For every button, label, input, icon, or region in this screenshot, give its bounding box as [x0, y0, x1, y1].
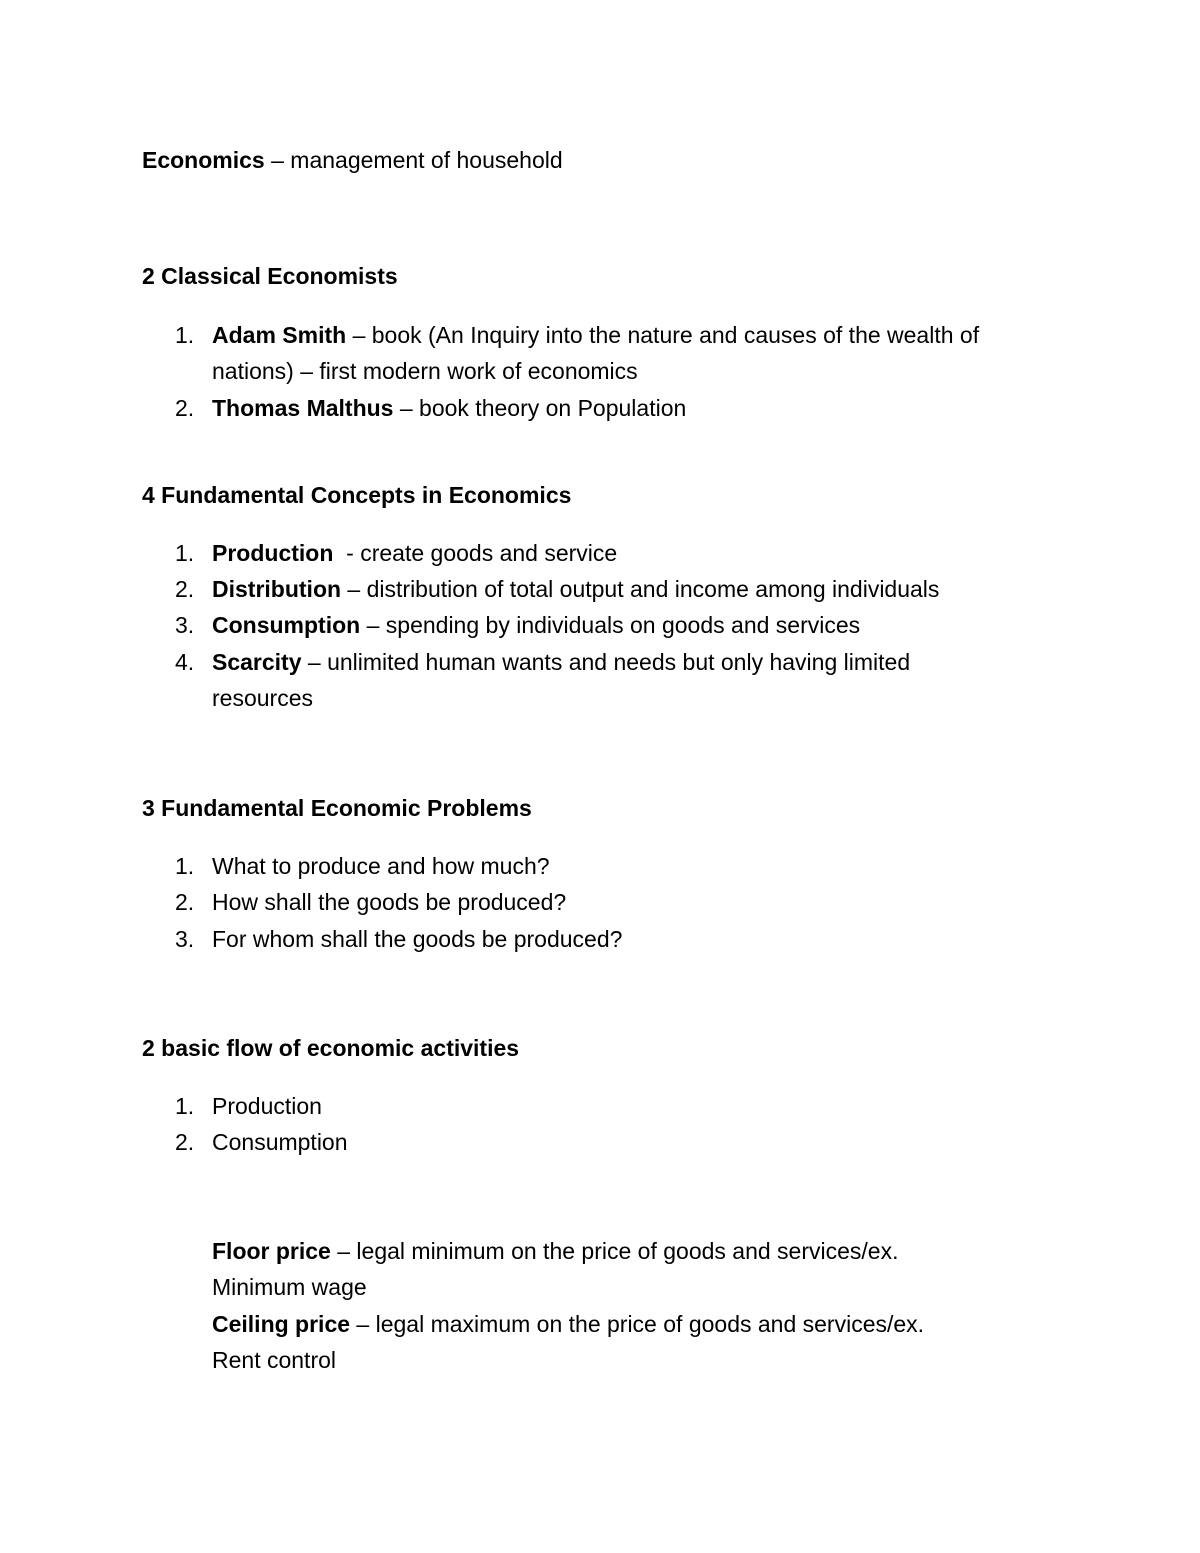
economics-definition-text: – management of household	[264, 147, 563, 173]
ceiling-price-example: Rent control	[212, 1347, 337, 1373]
list-number: 1.	[175, 853, 195, 879]
list-item: Production	[212, 1093, 322, 1119]
distribution-text: – distribution of total output and income among individuals	[341, 576, 940, 602]
fundamental-concepts-heading: 4 Fundamental Concepts in Economics	[142, 482, 572, 508]
list-item	[212, 611, 860, 639]
scarcity-term: Scarcity	[212, 649, 302, 675]
scarcity-text: – unlimited human wants and needs but only having limited	[301, 649, 911, 675]
floor-price-text: – legal minimum on the price of goods and services/ex.	[330, 1238, 899, 1264]
ceiling-price-definition	[212, 1310, 924, 1338]
list-number: 2.	[175, 889, 195, 915]
list-item	[212, 394, 686, 422]
floor-price-example: Minimum wage	[212, 1274, 367, 1300]
list-item: For whom shall the goods be produced?	[212, 926, 623, 952]
consumption-term: Consumption	[212, 612, 361, 638]
floor-price-definition	[212, 1237, 898, 1265]
thomas-malthus-text: – book theory on Population	[393, 395, 687, 421]
list-number: 2.	[175, 1129, 195, 1155]
consumption-text: – spending by individuals on goods and services	[360, 612, 861, 638]
list-item	[212, 321, 979, 349]
basic-flow-heading: 2 basic flow of economic activities	[142, 1035, 520, 1061]
list-item	[212, 648, 910, 676]
ceiling-price-term: Ceiling price	[212, 1311, 351, 1337]
production-text: - create goods and service	[333, 540, 618, 566]
economics-term: Economics	[142, 147, 265, 173]
economic-problems-heading: 3 Fundamental Economic Problems	[142, 795, 532, 821]
list-number: 2.	[175, 576, 195, 602]
list-number: 1.	[175, 1093, 195, 1119]
adam-smith-term: Adam Smith	[212, 322, 347, 348]
list-number: 4.	[175, 649, 195, 675]
adam-smith-text-continued: nations) – first modern work of economics	[212, 358, 638, 384]
list-number: 2.	[175, 395, 195, 421]
ceiling-price-text: – legal maximum on the price of goods and services/ex.	[350, 1311, 925, 1337]
list-number: 1.	[175, 322, 195, 348]
distribution-term: Distribution	[212, 576, 342, 602]
production-term: Production	[212, 540, 334, 566]
list-item	[212, 539, 617, 567]
thomas-malthus-term: Thomas Malthus	[212, 395, 394, 421]
list-number: 1.	[175, 540, 195, 566]
floor-price-term: Floor price	[212, 1238, 331, 1264]
adam-smith-text: – book (An Inquiry into the nature and causes of the wealth of	[346, 322, 980, 348]
scarcity-text-continued: resources	[212, 685, 313, 711]
list-item: How shall the goods be produced?	[212, 889, 567, 915]
list-item: Consumption	[212, 1129, 348, 1155]
list-number: 3.	[175, 612, 195, 638]
classical-economists-heading: 2 Classical Economists	[142, 263, 398, 289]
list-number: 3.	[175, 926, 195, 952]
list-item	[212, 575, 939, 603]
economics-definition	[142, 146, 563, 174]
list-item: What to produce and how much?	[212, 853, 550, 879]
